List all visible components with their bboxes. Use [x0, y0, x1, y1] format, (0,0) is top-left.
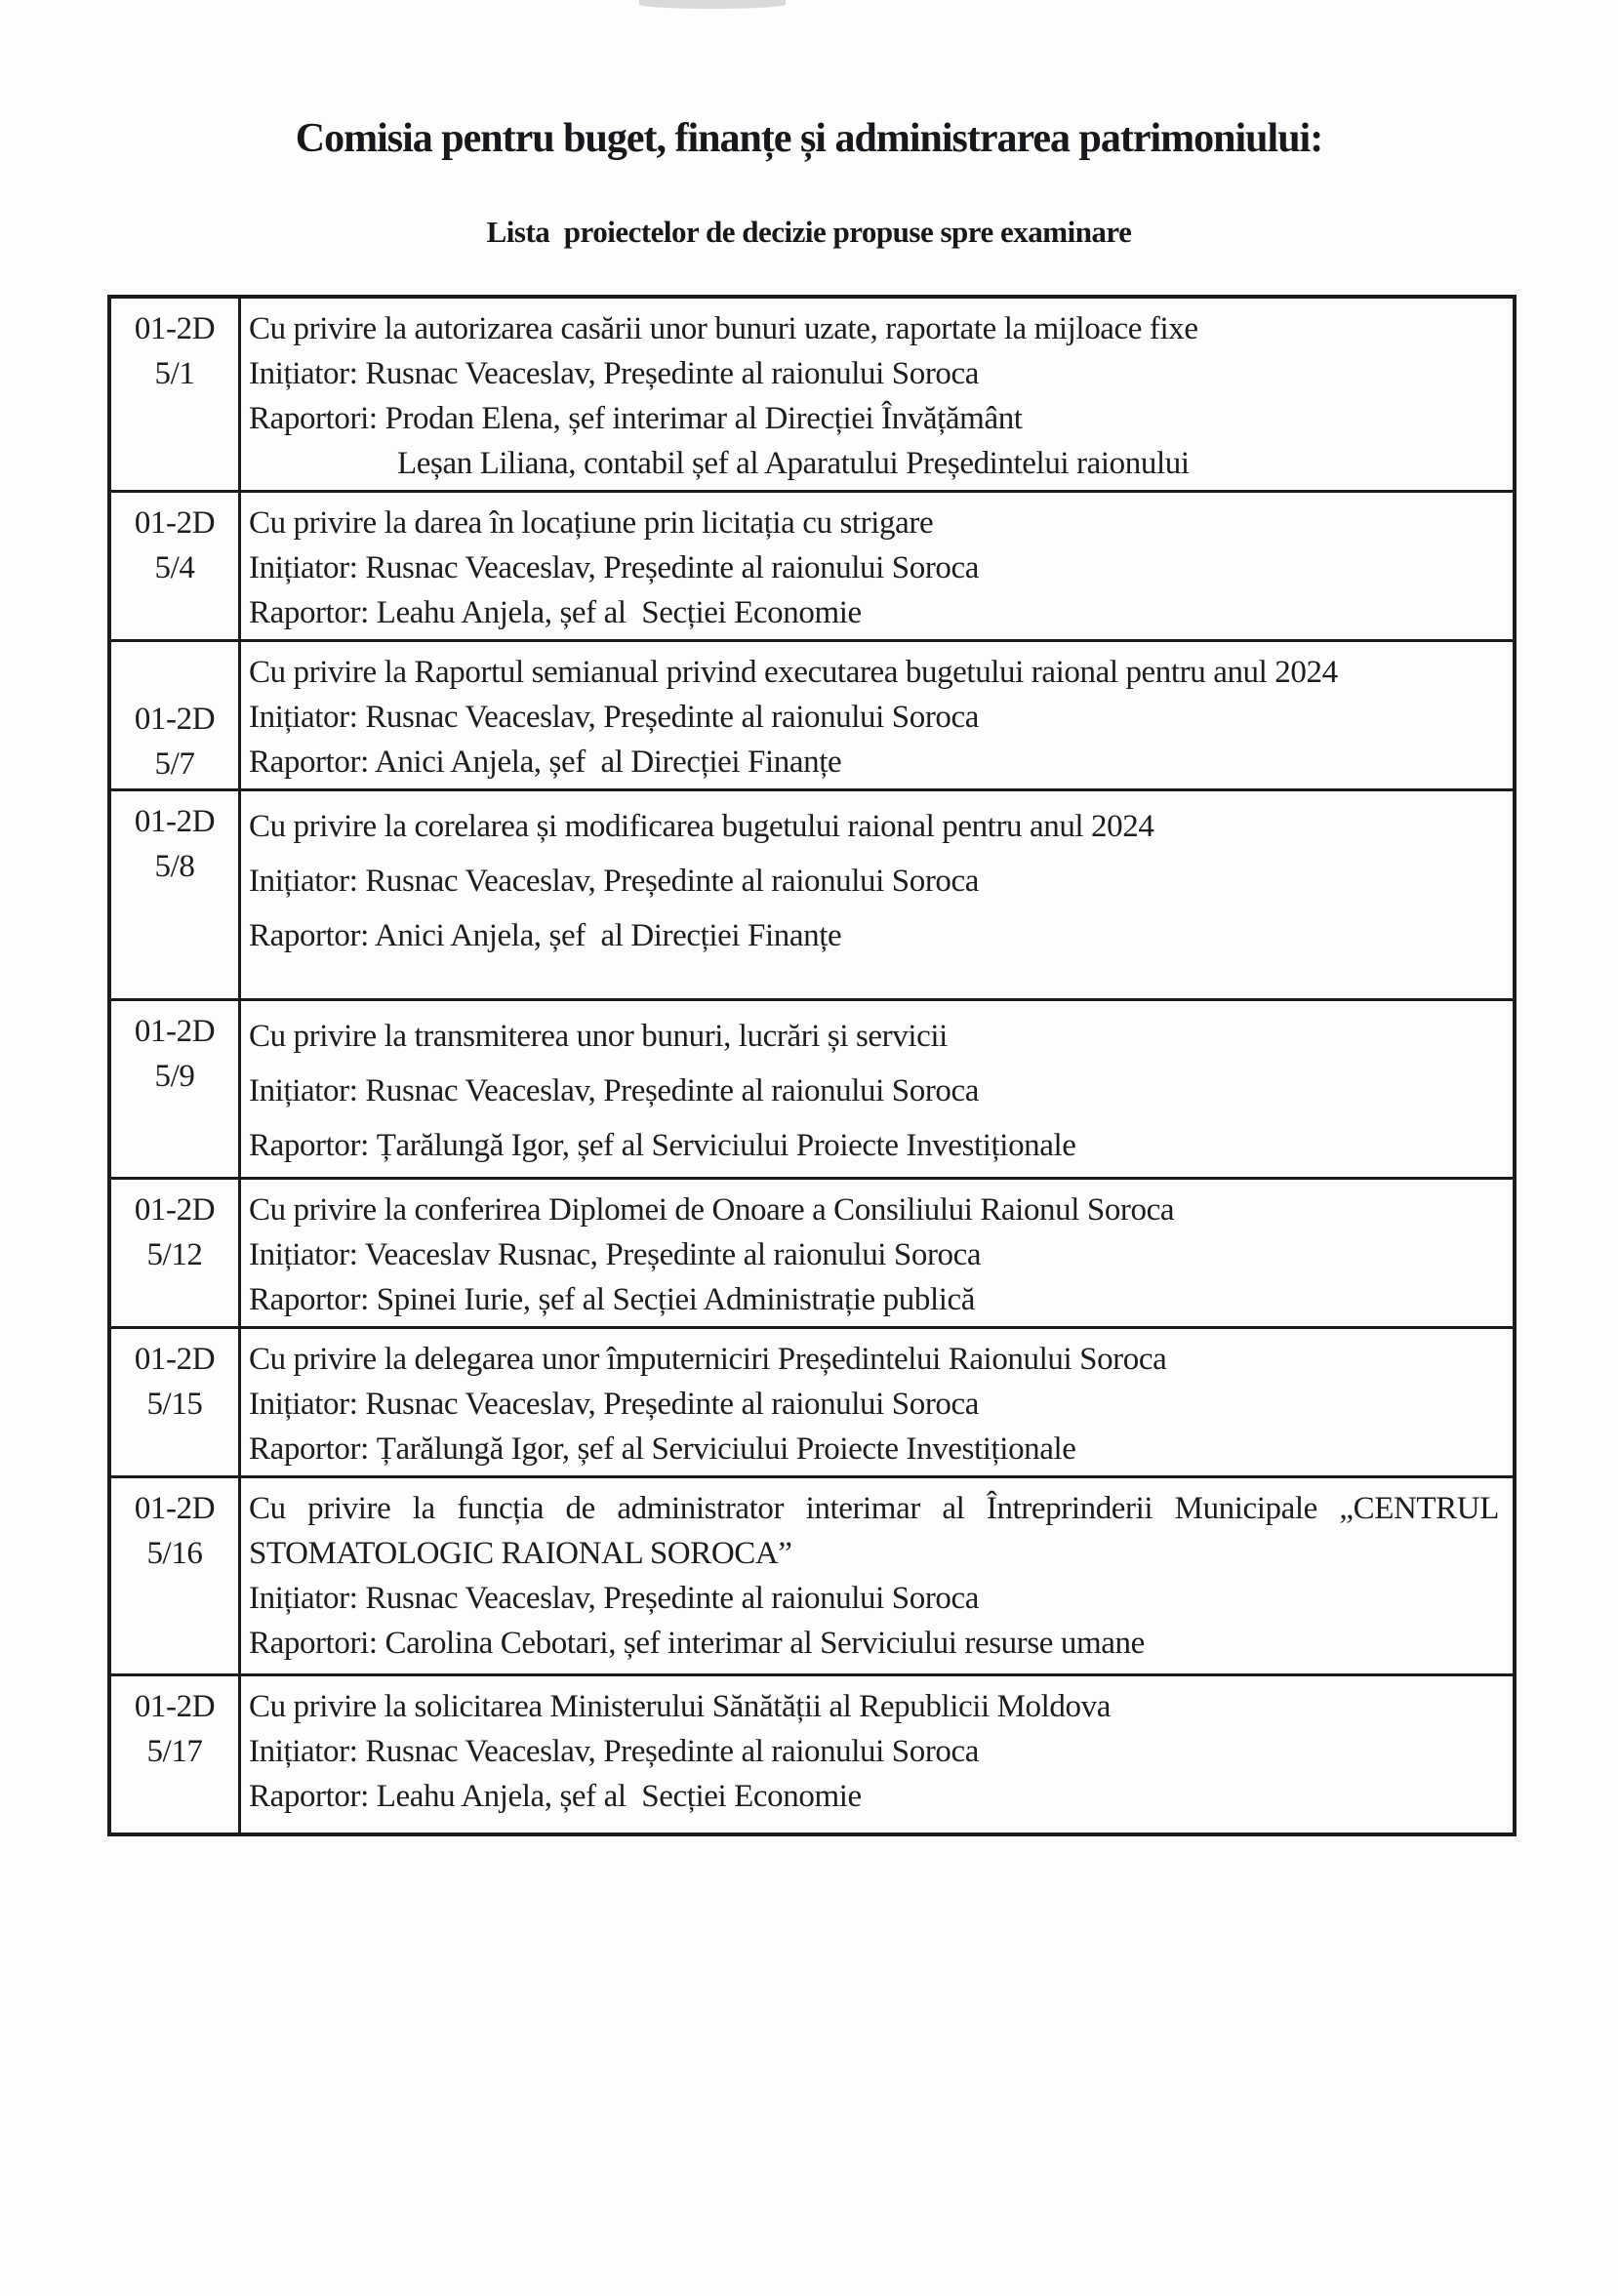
table-row: [111, 1326, 1513, 1475]
project-line: Inițiator: Rusnac Veaceslav, Președinte al raionului Soroca: [249, 1387, 980, 1422]
project-line: Raportori: Prodan Elena, șef interimar al Direcției Învățământ: [249, 401, 1023, 436]
table-row: [111, 299, 1513, 490]
project-code-cell: [111, 493, 241, 639]
project-line: Inițiator: Rusnac Veaceslav, Președinte al raionului Soroca: [249, 1581, 980, 1616]
project-details-cell: [241, 642, 1513, 788]
table-row: [111, 1673, 1513, 1833]
project-details-cell: [241, 299, 1513, 490]
project-details-cell: [241, 1329, 1513, 1475]
project-line: Raportor: Țarălungă Igor, șef al Serviciului Proiecte Investiționale: [249, 1128, 1076, 1163]
project-number: 5/9: [154, 1059, 195, 1094]
project-details-cell: [241, 1676, 1513, 1833]
project-code-cell: [111, 299, 241, 490]
project-details-cell: [241, 1001, 1513, 1177]
table-row: [111, 639, 1513, 788]
project-code-cell: [111, 791, 241, 998]
project-line: Cu privire la solicitarea Ministerului Sănătății al Republicii Moldova: [249, 1689, 1111, 1724]
project-code: 01-2D: [134, 311, 216, 346]
project-line: Raportor: Anici Anjela, șef al Direcției Finanțe: [249, 745, 842, 780]
project-code: 01-2D: [134, 505, 216, 541]
project-line: Cu privire la delegarea unor împuterniciri Președintelui Raionului Soroca: [249, 1342, 1167, 1377]
project-code-cell: [111, 642, 241, 788]
project-details-cell: [241, 1180, 1513, 1326]
project-code: 01-2D: [134, 1014, 216, 1049]
project-line: Raportor: Leahu Anjela, șef al Secției Economie: [249, 595, 862, 630]
project-code: 01-2D: [134, 804, 216, 839]
project-number: 5/12: [146, 1237, 203, 1272]
project-code-cell: [111, 1478, 241, 1673]
project-code-cell: [111, 1329, 241, 1475]
project-line: Raportor: Țarălungă Igor, șef al Serviciului Proiecte Investiționale: [249, 1431, 1076, 1467]
project-line: Inițiator: Rusnac Veaceslav, Președinte al raionului Soroca: [249, 700, 980, 735]
project-line: Raportor: Anici Anjela, șef al Direcției Finanțe: [249, 918, 842, 953]
project-code: 01-2D: [134, 1192, 216, 1228]
project-code: 01-2D: [134, 1342, 216, 1377]
project-line: Inițiator: Rusnac Veaceslav, Președinte al raionului Soroca: [249, 550, 980, 585]
project-details-cell: [241, 791, 1513, 998]
scan-artifact: [639, 0, 786, 9]
project-details-cell: [241, 1478, 1513, 1673]
project-line: STOMATOLOGIC RAIONAL SOROCA”: [249, 1536, 792, 1571]
table-row: [111, 490, 1513, 639]
document-title: Comisia pentru buget, finanțe și administrarea patrimoniului:: [295, 116, 1323, 161]
project-number: 5/15: [146, 1387, 203, 1422]
table-row: [111, 1177, 1513, 1326]
project-code: 01-2D: [134, 1689, 216, 1724]
project-line: Inițiator: Rusnac Veaceslav, Președinte al raionului Soroca: [249, 1734, 980, 1769]
project-number: 5/4: [154, 550, 195, 585]
table-row: [111, 998, 1513, 1177]
project-line: Cu privire la corelarea și modificarea bugetului raional pentru anul 2024: [249, 809, 1154, 844]
project-line: Cu privire la funcția de administrator interimar al Întreprinderii Municipale „CENTRUL: [249, 1491, 1499, 1526]
project-code: 01-2D: [134, 1491, 216, 1526]
project-line: Raportori: Carolina Cebotari, șef interimar al Serviciului resurse umane: [249, 1626, 1145, 1661]
project-code-cell: [111, 1001, 241, 1177]
project-number: 5/7: [154, 746, 195, 782]
table-row: [111, 788, 1513, 998]
project-line: Inițiator: Rusnac Veaceslav, Președinte al raionului Soroca: [249, 864, 980, 899]
project-line: Inițiator: Rusnac Veaceslav, Președinte al raionului Soroca: [249, 356, 980, 391]
project-code-cell: [111, 1676, 241, 1833]
project-line: Cu privire la conferirea Diplomei de Onoare a Consiliului Raionul Soroca: [249, 1192, 1175, 1228]
project-number: 5/17: [146, 1734, 203, 1769]
table-row: [111, 1475, 1513, 1673]
project-number: 5/8: [154, 849, 195, 884]
project-line: Cu privire la Raportul semianual privind executarea bugetului raional pentru anul 2024: [249, 655, 1338, 690]
project-code: 01-2D: [134, 702, 216, 737]
document-subtitle: Lista proiectelor de decizie propuse spre examinare: [486, 215, 1132, 249]
project-details-cell: [241, 493, 1513, 639]
project-line: Cu privire la transmiterea unor bunuri, lucrări și servicii: [249, 1019, 948, 1054]
project-line: Inițiator: Veaceslav Rusnac, Președinte al raionului Soroca: [249, 1237, 982, 1272]
project-line: Raportor: Leahu Anjela, șef al Secției Economie: [249, 1779, 862, 1814]
project-number: 5/16: [146, 1536, 203, 1571]
project-line: Leșan Liliana, contabil șef al Aparatului Președintelui raionului: [397, 446, 1190, 481]
decisions-table: [107, 295, 1517, 1836]
project-number: 5/1: [154, 356, 195, 391]
project-code-cell: [111, 1180, 241, 1326]
project-line: Inițiator: Rusnac Veaceslav, Președinte al raionului Soroca: [249, 1073, 980, 1108]
project-line: Cu privire la autorizarea casării unor bunuri uzate, raportate la mijloace fixe: [249, 311, 1198, 346]
project-line: Raportor: Spinei Iurie, șef al Secției Administrație publică: [249, 1282, 975, 1317]
project-line: Cu privire la darea în locațiune prin licitația cu strigare: [249, 505, 934, 541]
